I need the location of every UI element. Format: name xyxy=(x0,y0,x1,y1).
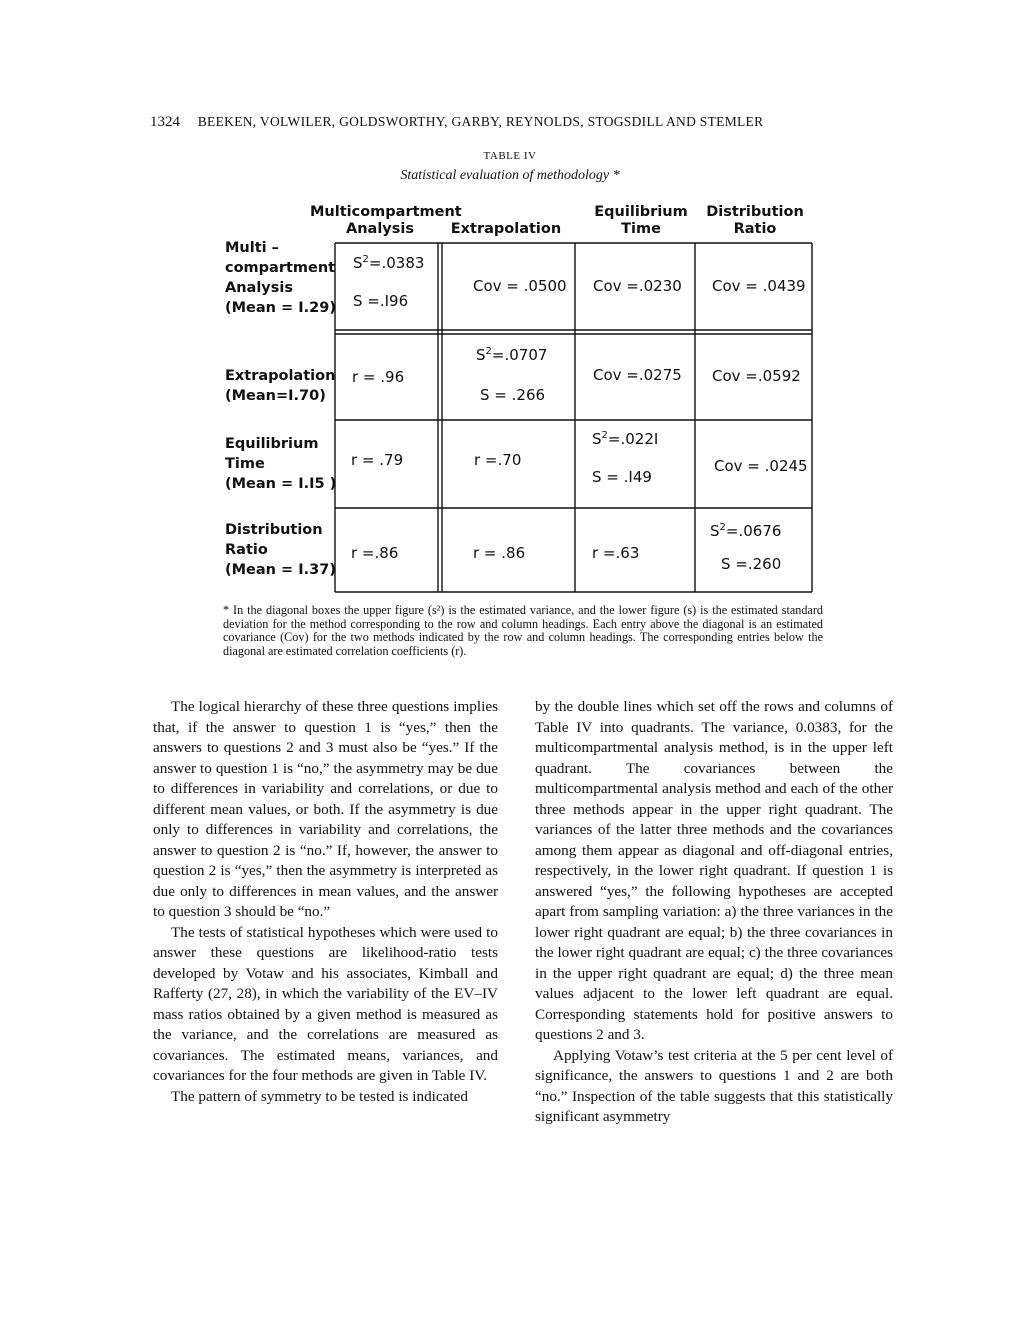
cell-variance-extrapolation xyxy=(476,346,547,364)
row-header-line: (Mean=I.70) xyxy=(225,388,326,404)
column-header-line: Analysis xyxy=(346,221,414,237)
body-column-right xyxy=(535,697,893,1128)
row-header-line: Ratio xyxy=(225,542,268,558)
row-header-line: Time xyxy=(225,456,265,472)
paragraph: by the double lines which set off the rows and columns of Table IV into quadrants. The variance, 0.0383, for the multicompartmental analysis method, is in the upper left quadrant. The covariances between the multicompartmental analysis method and each of the other three methods appear in the upper right quadrant. The variances of the latter three methods and the covariances among them appear as diagonal and off-diagonal entries, respectively, in the lower right quadrant. If question 1 is answered “yes,” the following hypotheses are accepted apart from sampling variation: a) the three variances in the lower right quadrant are equal; b) the three covariances in the lower right quadrant are equal; c) the three covariances in the upper right quadrant are equal; d) the three mean values adjacent to the lower left quadrant are equal. Corresponding statements hold for positive answers to questions 2 and 3. xyxy=(535,698,893,1043)
cell-cov-multi-extrapolation: Cov = .0500 xyxy=(473,277,567,295)
cell-cov-equilibrium-distribution: Cov = .0245 xyxy=(714,457,808,475)
column-header-line: Distribution xyxy=(706,204,804,220)
row-header-equilibrium-time xyxy=(225,434,336,494)
row-header-line: Multi – xyxy=(225,240,279,256)
column-header-line: Multicompartment xyxy=(310,204,462,220)
column-header-line: Time xyxy=(621,221,661,237)
cell-text: S xyxy=(592,430,602,448)
cell-exponent: 2 xyxy=(601,430,608,441)
column-header-extrapolation xyxy=(446,221,566,238)
cell-text: =.0707 xyxy=(491,346,548,364)
cell-r-extrapolation-multi: r = .96 xyxy=(352,368,405,386)
row-header-line: Analysis xyxy=(225,280,293,296)
cell-cov-extrapolation-distribution: Cov =.0592 xyxy=(712,367,801,385)
table-footnote: * In the diagonal boxes the upper figure (s²) is the estimated variance, and the lower figure (s) is the estimated standard deviation for the method corresponding to the row and column headings. Each entry above the diagonal is an estimated covariance (Cov) for the two methods indicated by the row and column headings. The corresponding entries below the diagonal are estimated correlation coefficients (r). xyxy=(223,603,823,658)
row-header-line: (Mean = I.I5 ) xyxy=(225,476,337,492)
cell-text: S xyxy=(353,254,363,272)
cell-text: =.022I xyxy=(607,430,659,448)
cell-variance-multicompartment xyxy=(353,254,424,272)
cell-r-equilibrium-multi: r = .79 xyxy=(351,451,404,469)
cell-variance-distribution xyxy=(710,522,781,540)
paragraph: Applying Votaw’s test criteria at the 5 per cent level of significance, the answers to questions 1 and 2 are both “no.” Inspection of the table suggests that this statistically significant asymmetry xyxy=(535,1046,893,1125)
cell-sd-multicompartment: S =.I96 xyxy=(353,292,409,310)
column-header-line: Extrapolation xyxy=(450,221,562,237)
cell-sd-distribution: S =.260 xyxy=(721,555,782,573)
cell-sd-equilibrium: S = .I49 xyxy=(592,468,652,486)
running-head xyxy=(150,114,763,131)
row-header-line: Extrapolation xyxy=(225,368,336,384)
cell-cov-extrapolation-equilibrium: Cov =.0275 xyxy=(593,366,682,384)
paragraph: The logical hierarchy of these three questions implies that, if the answer to question 1 is “yes,” then the answers to questions 2 and 3 must also be “yes.” If the answer to question 1 is “no,” the asymmetry may be due to differences in variability and correlations, or due to different mean values, or both. If the asymmetry is due only to differences in variability and correlations, the answer to question 2 is “no.” If, however, the answer to question 2 is “yes,” then the asymmetry is interpreted as due only to differences in mean values, and the answer to question 3 should be “no.” xyxy=(153,698,498,920)
row-header-multicompartment xyxy=(225,238,336,318)
cell-variance-equilibrium xyxy=(592,430,658,448)
cell-sd-extrapolation: S = .266 xyxy=(480,386,546,404)
cell-r-equilibrium-extrapolation: r =.70 xyxy=(474,451,522,469)
body-column-left xyxy=(153,697,498,1107)
column-header-distribution-ratio xyxy=(695,204,815,238)
column-header-multicompartment xyxy=(310,204,462,238)
column-header-line: Ratio xyxy=(733,221,777,237)
cell-exponent: 2 xyxy=(485,346,492,357)
cell-text: =.0676 xyxy=(725,522,782,540)
cell-exponent: 2 xyxy=(719,522,726,533)
cell-cov-multi-distribution: Cov = .0439 xyxy=(712,277,806,295)
row-header-line: (Mean = I.29) xyxy=(225,300,336,316)
cell-r-distribution-extrapolation: r = .86 xyxy=(473,544,526,562)
cell-r-distribution-equilibrium: r =.63 xyxy=(592,544,640,562)
cell-text: S xyxy=(476,346,486,364)
cell-text: S xyxy=(710,522,720,540)
table-label: TABLE IV xyxy=(483,150,537,162)
column-header-line: Equilibrium xyxy=(594,204,688,220)
row-header-extrapolation xyxy=(225,366,335,406)
column-header-equilibrium-time xyxy=(576,204,706,238)
table-title: Statistical evaluation of methodology * xyxy=(400,168,620,183)
row-header-distribution-ratio xyxy=(225,520,336,580)
row-header-line: Equilibrium xyxy=(225,436,319,452)
cell-r-distribution-multi: r =.86 xyxy=(351,544,399,562)
page-number: 1324 xyxy=(150,114,180,130)
author-list: BEEKEN, VOLWILER, GOLDSWORTHY, GARBY, REYNOLDS, STOGSDILL AND STEMLER xyxy=(197,114,764,129)
cell-cov-multi-equilibrium: Cov =.0230 xyxy=(593,277,682,295)
paragraph: The pattern of symmetry to be tested is indicated xyxy=(171,1087,468,1105)
cell-text: =.0383 xyxy=(368,254,425,272)
paragraph: The tests of statistical hypotheses which were used to answer these questions are likelihood-ratio tests developed by Votaw and his associates, Kimball and Rafferty (27, 28), in which the variability of the EV–IV mass ratios obtained by a given method is measured as the variance, and the correlations are measured as covariances. The estimated means, variances, and covariances for the four methods are given in Table IV. xyxy=(153,923,498,1084)
cell-exponent: 2 xyxy=(362,254,369,265)
row-header-line: Distribution xyxy=(225,522,323,538)
row-header-line: compartment xyxy=(225,260,336,276)
row-header-line: (Mean = I.37) xyxy=(225,562,336,578)
